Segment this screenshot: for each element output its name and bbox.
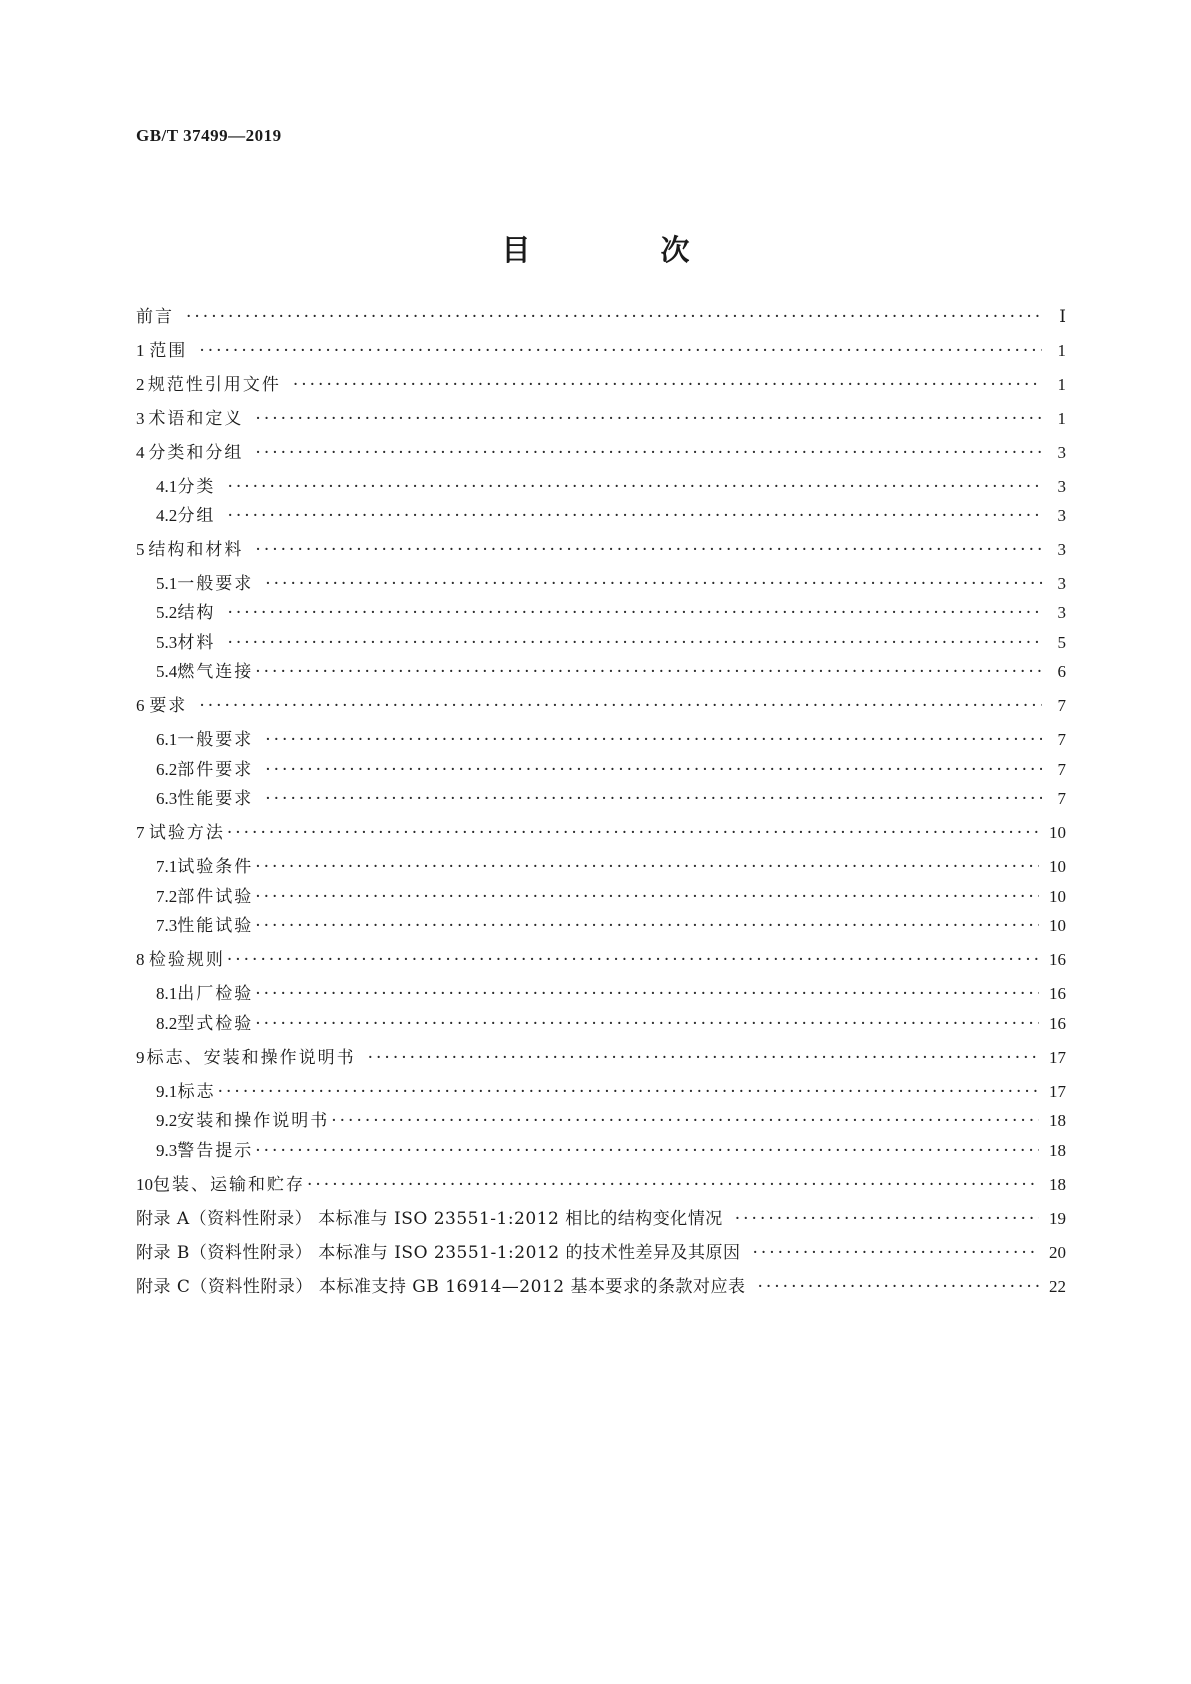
toc-entry-number: 5 [136,540,145,559]
toc-entry-4-2[interactable] [156,503,1066,529]
toc-entry-6-3[interactable] [156,786,1066,812]
toc-leader-dots [265,727,1042,753]
toc-entry-9-2[interactable] [156,1108,1066,1134]
toc-leader-dots [227,630,1042,656]
toc-entry-number: 7.3 [156,916,178,935]
toc-page-number: 7 [1057,789,1066,808]
toc-entry-number: 9.2 [156,1111,178,1130]
toc-entry-label: 一般要求 [177,574,254,594]
toc-leader-dots [227,600,1042,626]
toc-entry-label: 性能要求 [177,789,254,809]
toc-leader-dots [199,693,1042,719]
toc-page-number: 20 [1049,1243,1066,1262]
toc-entry-label: 结构 [177,603,216,623]
toc-leader-dots [255,913,1039,939]
toc-entry-label: 附录 A（资料性附录） 本标准与 ISO 23551-1:2012 相比的结构变化情况 [136,1209,723,1229]
toc-leader-dots [255,659,1042,685]
toc-leader-dots [757,1274,1039,1300]
toc-entry-6-1[interactable] [156,727,1066,753]
toc-entry-label: 警告提示 [177,1141,254,1161]
toc-entry-number: 4.2 [156,506,178,525]
toc-entry-5[interactable] [136,537,1066,563]
toc-entry-number: 9.3 [156,1141,178,1160]
toc-leader-dots [218,1079,1039,1105]
toc-leader-dots [368,1045,1039,1071]
toc-leader-dots [227,820,1039,846]
toc-entry-7-1[interactable] [156,854,1066,880]
toc-entry-label: 规范性引用文件 [147,375,281,395]
toc-entry-9-1[interactable] [156,1079,1066,1105]
toc-entry-number: 7.1 [156,857,178,876]
toc-entry-label: 部件试验 [177,887,254,907]
toc-entry-7[interactable] [136,820,1066,846]
toc-page-number: 5 [1057,633,1066,652]
toc-page-number: 7 [1057,760,1066,779]
toc-entry-3[interactable] [136,406,1066,432]
toc-page-number: Ⅰ [1059,307,1066,326]
toc-entry-number: 5.1 [156,574,178,593]
toc-entry-number: 1 [136,341,145,360]
toc-entry-label: 试验方法 [148,823,225,843]
toc-leader-dots [255,981,1039,1007]
toc-entry-number: 5.3 [156,633,178,652]
toc-entry-label: 附录 C（资料性附录） 本标准支持 GB 16914—2012 基本要求的条款对应表 [136,1277,746,1297]
toc-leader-dots [255,854,1039,880]
toc-entry-number: 6 [136,696,145,715]
toc-leader-dots [255,1011,1039,1037]
toc-leader-dots [752,1240,1039,1266]
toc-page-number: 18 [1049,1175,1066,1194]
toc-entry-foreword[interactable] [136,304,1066,330]
toc-entry-7-3[interactable] [156,913,1066,939]
toc-entry-1[interactable] [136,338,1066,364]
toc-leader-dots [255,1138,1039,1164]
toc-entry-appendix-b[interactable] [136,1240,1066,1266]
toc-page-number: 3 [1057,540,1066,559]
toc-page-number: 7 [1057,696,1066,715]
toc-entry-number: 7 [136,823,145,842]
toc-entry-10[interactable] [136,1172,1066,1198]
toc-entry-number: 2 [136,375,145,394]
toc-page-number: 3 [1057,477,1066,496]
toc-leader-dots [227,503,1042,529]
toc-entry-number: 4.1 [156,477,178,496]
toc-entry-9-3[interactable] [156,1138,1066,1164]
toc-leader-dots [255,440,1042,466]
toc-leader-dots [265,571,1042,597]
toc-entry-label: 部件要求 [177,760,254,780]
toc-entry-label: 包装、运输和贮存 [153,1175,305,1195]
toc-entry-number: 8.1 [156,984,178,1003]
toc-entry-label: 燃气连接 [177,662,254,682]
toc-title: 目 次 [501,233,750,267]
toc-entry-label: 前言 [136,307,174,327]
toc-entry-label: 分类和分组 [148,443,244,463]
toc-entry-7-2[interactable] [156,884,1066,910]
toc-entry-label: 结构和材料 [148,540,244,560]
toc-entry-number: 9.1 [156,1082,178,1101]
toc-leader-dots [227,947,1039,973]
toc-page-number: 10 [1049,823,1066,842]
toc-entry-label: 分类 [177,477,216,497]
toc-page-number: 3 [1057,506,1066,525]
toc-entry-number: 6.2 [156,760,178,779]
toc-entry-4-1[interactable] [156,474,1066,500]
toc-page-number: 17 [1049,1082,1066,1101]
toc-entry-6[interactable] [136,693,1066,719]
document-code: GB/T 37499—2019 [136,126,282,145]
toc-entry-8-2[interactable] [156,1011,1066,1037]
toc-leader-dots [199,338,1042,364]
toc-entry-4[interactable] [136,440,1066,466]
toc-page-number: 3 [1057,574,1066,593]
toc-entry-label: 材料 [177,633,216,653]
toc-page-number: 1 [1057,375,1066,394]
toc-entry-label: 出厂检验 [177,984,254,1004]
toc-entry-8[interactable] [136,947,1066,973]
toc-page-number: 16 [1049,1014,1066,1033]
toc-entry-5-3[interactable] [156,630,1066,656]
toc-entry-label: 要求 [149,696,188,716]
toc-entry-appendix-c[interactable] [136,1274,1066,1300]
toc-leader-dots [255,406,1042,432]
toc-entry-number: 8.2 [156,1014,178,1033]
toc-page-number: 18 [1049,1111,1066,1130]
toc-entry-5-4[interactable] [156,659,1066,685]
toc-leader-dots [307,1172,1039,1198]
toc-page-number: 10 [1049,857,1066,876]
toc-entry-label: 附录 B（资料性附录） 本标准与 ISO 23551-1:2012 的技术性差异及其原因 [136,1243,741,1263]
toc-page-number: 3 [1057,603,1066,622]
toc-entry-8-1[interactable] [156,981,1066,1007]
toc-entry-label: 安装和操作说明书 [177,1111,330,1131]
toc-entry-label: 性能试验 [177,916,254,936]
toc-entry-number: 9 [136,1048,145,1067]
toc-entry-label: 术语和定义 [148,409,244,429]
toc-entry-label: 试验条件 [177,857,254,877]
toc-leader-dots [331,1108,1039,1134]
toc-entry-number: 7.2 [156,887,178,906]
toc-entry-appendix-a[interactable] [136,1206,1066,1232]
toc-page-number: 19 [1049,1209,1066,1228]
toc-leader-dots [293,372,1042,398]
toc-leader-dots [265,786,1042,812]
toc-entry-5-2[interactable] [156,600,1066,626]
toc-entry-6-2[interactable] [156,757,1066,783]
toc-entry-number: 4 [136,443,145,462]
toc-entry-label: 型式检验 [177,1014,254,1034]
toc-leader-dots [255,884,1039,910]
toc-leader-dots [735,1206,1039,1232]
toc-entry-number: 6.1 [156,730,178,749]
toc-entry-9[interactable] [136,1045,1066,1071]
toc-leader-dots [265,757,1042,783]
toc-page-number: 10 [1049,916,1066,935]
toc-page-number: 16 [1049,950,1066,969]
toc-entry-label: 检验规则 [148,950,225,970]
toc-page-number: 1 [1057,341,1066,360]
toc-entry-number: 5.2 [156,603,178,622]
toc-entry-number: 3 [136,409,145,428]
toc-page-number: 18 [1049,1141,1066,1160]
toc-page-number: 16 [1049,984,1066,1003]
toc-page-number: 10 [1049,887,1066,906]
toc-page-number: 3 [1057,443,1066,462]
toc-entry-2[interactable] [136,372,1066,398]
toc-page-number: 7 [1057,730,1066,749]
toc-entry-label: 标志 [177,1082,216,1102]
toc-entry-label: 一般要求 [177,730,254,750]
toc-page-number: 17 [1049,1048,1066,1067]
toc-entry-number: 8 [136,950,145,969]
toc-leader-dots [255,537,1042,563]
toc-page-number: 6 [1057,662,1066,681]
toc-entry-number: 10 [136,1175,153,1194]
toc-leader-dots [227,474,1042,500]
toc-entry-label: 范围 [149,341,188,361]
toc-entry-number: 5.4 [156,662,178,681]
toc-entry-label: 分组 [177,506,216,526]
toc-entry-number: 6.3 [156,789,178,808]
toc-entry-5-1[interactable] [156,571,1066,597]
toc-page-number: 1 [1057,409,1066,428]
toc-entry-label: 标志、安装和操作说明书 [146,1048,356,1068]
toc-page-number: 22 [1049,1277,1066,1296]
toc-leader-dots [186,304,1042,330]
